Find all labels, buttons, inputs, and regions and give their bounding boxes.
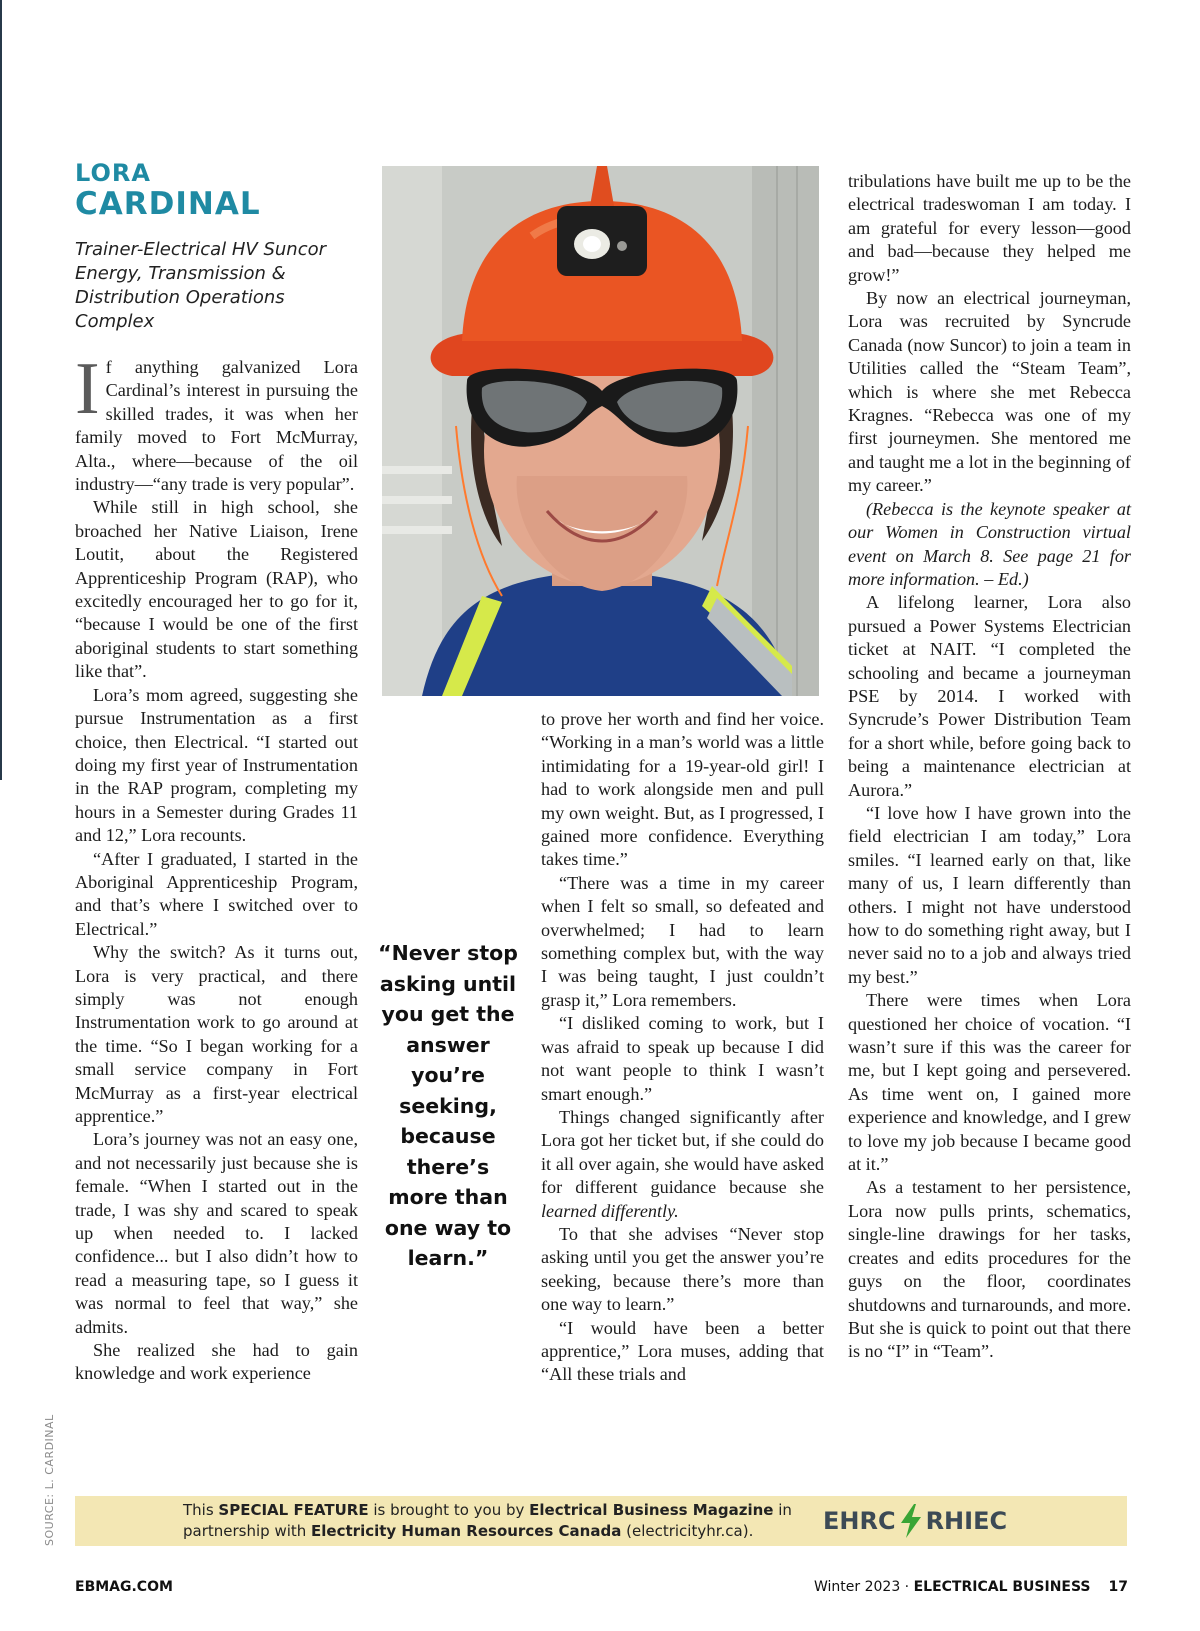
paragraph: A lifelong learner, Lora also pursued a Power Systems Electrician ticket at NAIT. “I completed the schooling and became a journeyman PSE by 2014. I worked with Syncrude’s Power Distribution Team for a short while, before going back to being a maintenance electrician at Aurora.” (848, 592, 1131, 800)
lightning-bolt-icon (898, 1504, 924, 1538)
paragraph: Things changed significantly after Lora got her ticket but, if she could do it all over again, she would have asked for different guidance because she learned differently. (541, 1106, 824, 1221)
footer-site: EBMAG.COM (75, 1579, 173, 1595)
profile-role: Trainer-Electrical HV Suncor Energy, Transmission & Distribution Operations Complex (75, 239, 326, 332)
paragraph: She realized she had to gain knowledge and work experience (75, 1340, 358, 1384)
footer-issue-info: Winter 2023 · ELECTRICAL BUSINESS 17 (814, 1579, 1128, 1595)
paragraph: While still in high school, she broached her Native Liaison, Irene Loutit, about the Registered Apprenticeship Program (RAP), who excitedly encouraged her to go for it, “because I would be one of the first aboriginal students to start something like that”. (75, 497, 358, 682)
paragraph: “I would have been a better apprentice,” Lora muses, adding that “All these trials and (541, 1317, 824, 1385)
ehrc-logo: EHRC RHIEC (823, 1505, 1007, 1537)
paragraph: Lora’s journey was not an easy one, and not necessarily just because she is female. “When I started out in the trade, I was shy and scared to speak up when needed to. I lacked confidence... but I also didn’t how to read a measuring tape, so I guess it was normal to feel that way,” she admits. (75, 1129, 358, 1337)
paragraph: “There was a time in my career when I felt so small, so defeated and overwhelmed; I had to learn something complex but, with the way I was being taught, I just couldn’t grasp it,” Lora remembers. (541, 872, 824, 1010)
paragraph: “After I graduated, I started in the Aboriginal Apprenticeship Program, and that’s where I switched over to Electrical.” (75, 848, 358, 939)
paragraph: “I love how I have grown into the field electrician I am today,” Lora smiles. “I learned early on that, like many of us, I learn differently than others. I might not have understood how to do something right away, but I never said no to a job and always tried my best.” (848, 802, 1131, 987)
sponsor-banner (75, 1496, 1127, 1546)
portrait-photo (382, 166, 819, 696)
drop-cap: I (75, 348, 100, 430)
paragraph: To that she advises “Never stop asking until you get the answer you’re seeking, because there’s more than one way to learn.” (541, 1223, 824, 1315)
hardhat-worker-photo (382, 166, 819, 696)
paragraph: There were times when Lora questioned her choice of vocation. “I wasn’t sure if this was the career for me, but I kept going and persevered. As time went on, I gained more experience and knowledge, and I grew to love my job because I became good at it.” (848, 990, 1131, 1175)
paragraph: Why the switch? As it turns out, Lora is very practical, and there simply was not enough Instrumentation work to go around at the time. “So I began working for a small service company in Fort McMurray as a first-year electrical apprentice.” (75, 942, 358, 1126)
profile-first-name: LORA (75, 159, 151, 187)
article-column-3 (848, 170, 1131, 1364)
editor-note: (Rebecca is the keynote speaker at our Women in Construction virtual event on March 8. See page 21 for more information. – Ed.) (848, 498, 1131, 589)
profile-last-name: CARDINAL (75, 186, 261, 222)
pull-quote: “Never stop asking until you get the answer you’re seeking, because there’s more than one way to learn.” (378, 941, 518, 1270)
page-number: 17 (1108, 1579, 1128, 1595)
paragraph: As a testament to her persistence, Lora now pulls prints, schematics, single-line drawings for her tasks, creates and edits procedures for the guys on the floor, coordinates shutdowns and turnarounds, and more. But she is quick to point out that there is no “I” in “Team”. (848, 1177, 1131, 1362)
sponsor-text: This SPECIAL FEATURE is brought to you by Electrical Business Magazine in partnership with Electricity Human Resources Canada (electricityhr.ca). (183, 1501, 792, 1540)
paragraph: to prove her worth and find her voice. “Working in a man’s world was a little intimidating for a 19-year-old girl! I had to work alongside men and pull my own weight. But, as I progressed, I gained more confidence. Everything takes time.” (541, 709, 824, 870)
photo-credit: SOURCE: L. CARDINAL (43, 1414, 56, 1546)
paragraph: By now an electrical journeyman, Lora was recruited by Syncrude Canada (now Suncor) to join a team in Utilities called the “Steam Team”, which is where she met Rebecca Kragnes. “Rebecca was one of my first journeymen. She mentored me and taught me a lot in the beginning of my career.” (848, 288, 1131, 496)
paragraph: Lora’s mom agreed, suggesting she pursue Instrumentation as a first choice, then Electrical. “I started out doing my first year of Instrumentation in the RAP program, completing my hours in a Semester during Grades 11 and 12,” Lora recounts. (75, 684, 358, 846)
article-column-2 (541, 708, 824, 1387)
page-edge-bar (0, 0, 2, 780)
paragraph: If anything galvanized Lora Cardinal’s interest in pursuing the skilled trades, it was when her family moved to Fort McMurray, Alta., where—because of the oil industry—“any trade is very popular”. (75, 348, 358, 495)
article-column-1 (75, 348, 358, 1386)
paragraph: “I disliked coming to work, but I was afraid to speak up because I did not want people to think I wasn’t smart enough.” (541, 1013, 824, 1104)
paragraph: tribulations have built me up to be the electrical tradeswoman I am today. I am grateful for every lesson—good and bad—because they helped me grow!” (848, 171, 1131, 285)
